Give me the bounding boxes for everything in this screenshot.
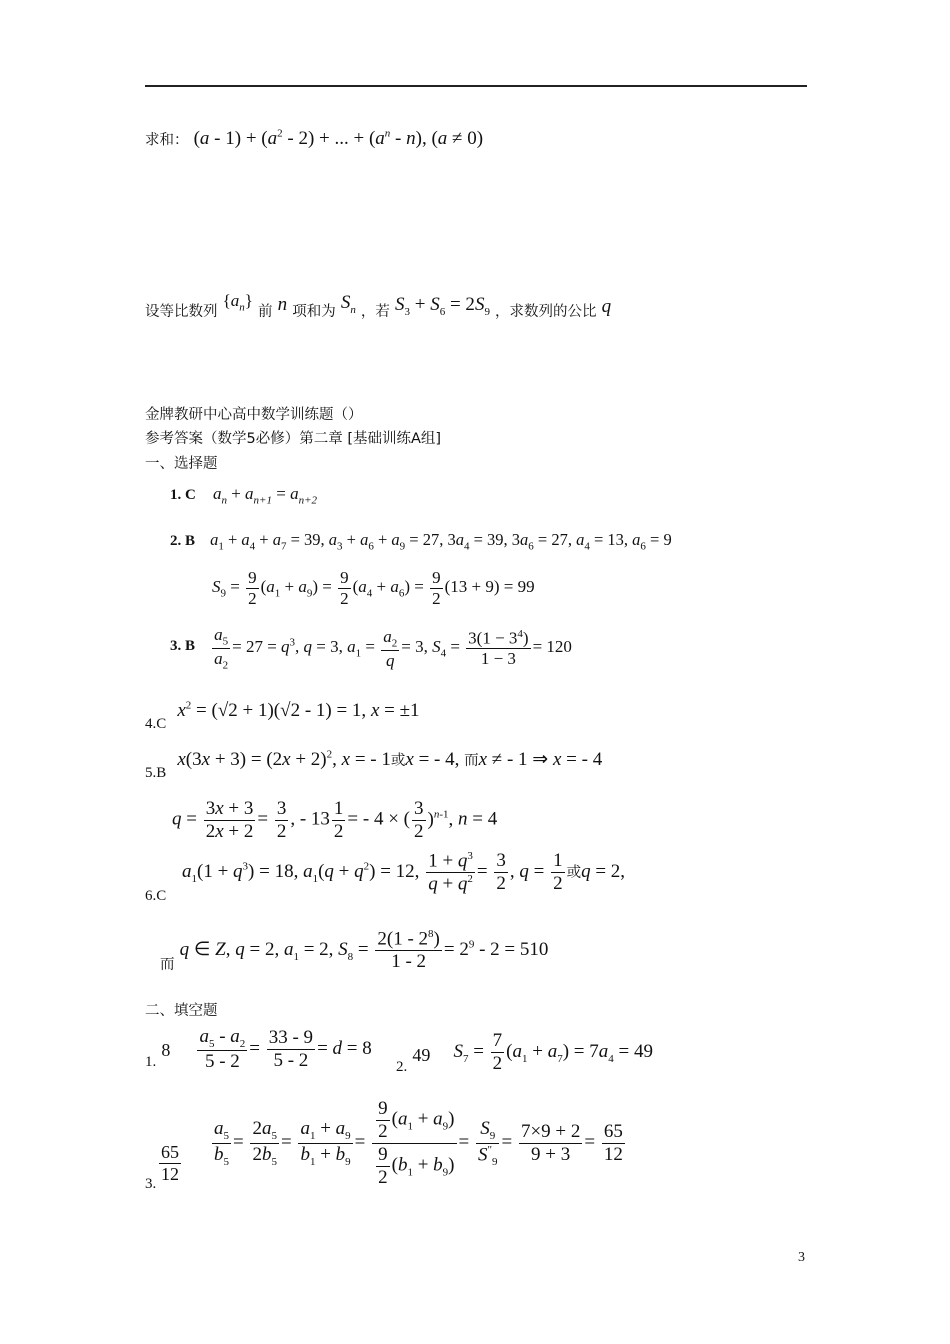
n-symbol: n [277, 294, 288, 315]
choice-6-line2 [160, 928, 548, 973]
header-rule [145, 85, 807, 87]
fill-3-expr: $\frac{a_5}{b_5}$ = $\frac{2a_5}{2b_5}$ = $\frac{a_1 + a_9}{b_1 + b_9}$ = $\frac{9}{2}$ $(a_1 + a_9)$ $\frac{9}{2}$ $(b_1 + b_9)$ = $\frac{S_9}{S^"_9}$ = $\frac{7\times 9 + 2}{9 + 3}$ = $\frac{65}{12}$ [214, 1098, 623, 1188]
choice-3-expr: $\frac{a_5}{a_2}$ = $27 = q^3$, q = 3, $a_1$ = $\frac{a_2}{q}$ = 3, $S_4$ = $\frac{3(1 - 3^4)}{1 - 3}$ = 120 [214, 625, 572, 672]
fill-2-label: 2. [396, 1058, 408, 1075]
choice-1-expr: $a_n + a_{n+1} = a_{n+2}$ [212, 484, 317, 507]
choice-5 [145, 748, 603, 781]
answers-subtitle: 参考答案（数学5必修）第二章 [基础训练A组] [145, 431, 442, 447]
fill-3-label: 3. [145, 1176, 157, 1192]
problem-geometric-text-e: ，求数列的公比 [495, 304, 597, 320]
choice-2 [170, 530, 672, 552]
fill-1-answer: 8 [161, 1040, 171, 1060]
choice-6-expr: $a_1(1 + q^3) = 18$, $a_1(q + q^2) = 12$, $\frac{1 + q^3}{q + q^2}$ = $\frac{3}{2}$ , q = $\frac{1}{2}$ 或q = 2, [182, 850, 626, 895]
fill-1-label: 1. [145, 1054, 157, 1070]
problem-geometric [145, 291, 612, 324]
problem-geometric-text-a: 设等比数列 [145, 304, 218, 320]
fill-2 [396, 1030, 653, 1075]
problem-sum [145, 128, 483, 150]
choice-2-expr: $a_1 + a_4 + a_7 = 39$, $a_3 + a_6 + a_9 = 27$, $3a_4 = 39$, $3a_6 = 27$, $a_4 = 13$, $a_6 = 9$ [210, 530, 672, 553]
choice-4-expr: $x^2 = (√2 + 1)(√2 - 1) = 1$, x = ±1 [177, 700, 420, 722]
q-symbol: q [601, 296, 612, 317]
fill-3-answer: $\frac{65}{12}$ [161, 1142, 179, 1184]
choice-2-expr2: $S_9$ = $\frac{9}{2}$ $(a_1 + a_9)$ = $\frac{9}{2}$ $(a_4 + a_6)$ = $\frac{9}{2}$ (13 + 9) = 99 [212, 568, 535, 608]
choice-5-expr2: q = $\frac{3x + 3}{2x + 2}$ = $\frac{3}{2}$ , - 13 $\frac{1}{2}$ = - 4 × ( $\frac{3}{2}$ )$^{n-1}$, n = 4 [172, 798, 498, 842]
choice-3-label: 3. B [170, 638, 196, 655]
sn-symbol: $S_n$ [340, 292, 356, 316]
problem-sum-expr: $(a - 1) + (a^2 - 2)$ + ... + $(a^n - n)$, (a ≠ 0) [193, 128, 484, 150]
problem-geometric-text-c: 项和为 [292, 304, 336, 320]
problem-geometric-text-d: ，若 [360, 304, 390, 320]
choice-6-expr2: q ∈ Z, q = 2, $a_1 = 2$, $S_8$ = $\frac{2(1 - 2^8)}{1 - 2}$ = $2^9 - 2 = 510$ [179, 928, 549, 973]
fill-1-expr: $\frac{a_5 - a_2}{5 - 2}$ = $\frac{33 - 9}{5 - 2}$ = d = 8 [199, 1026, 372, 1073]
choice-3 [170, 625, 572, 672]
condition-expr: $S_3 + S_6 = 2S_9$ [395, 294, 490, 318]
choice-6-pre: 而 [160, 956, 175, 973]
choice-4-label: 4.C [145, 716, 167, 733]
problem-geometric-text-b: 前 [258, 304, 273, 320]
choice-4 [145, 700, 420, 733]
choice-6-label: 6.C [145, 888, 167, 904]
page-number: 3 [798, 1250, 805, 1265]
fill-1 [145, 1026, 372, 1073]
section-fill: 二、填空题 [145, 1003, 218, 1019]
choice-1 [170, 484, 317, 506]
problem-sum-prefix: 求和： [145, 132, 189, 149]
section-choice: 一、选择题 [145, 456, 218, 472]
choice-2-label: 2. B [170, 533, 196, 549]
choice-5-label: 5.B [145, 765, 167, 781]
choice-5-expr: $x(3x + 3) = (2x + 2)^2$, x = - 1或x = - 4, 而x ≠ - 1 ⇒ x = - 4 [177, 748, 603, 770]
fill-2-answer: 49 [412, 1044, 431, 1065]
answers-title: 金牌教研中心高中数学训练题（） [145, 407, 363, 423]
sequence-symbol: $\{a_n\}$ [222, 291, 253, 314]
choice-1-label: 1. C [170, 487, 196, 503]
fill-2-expr: $S_7$ = $\frac{7}{2}$ $(a_1 + a_7) = 7a_4 = 49$ [453, 1030, 653, 1074]
